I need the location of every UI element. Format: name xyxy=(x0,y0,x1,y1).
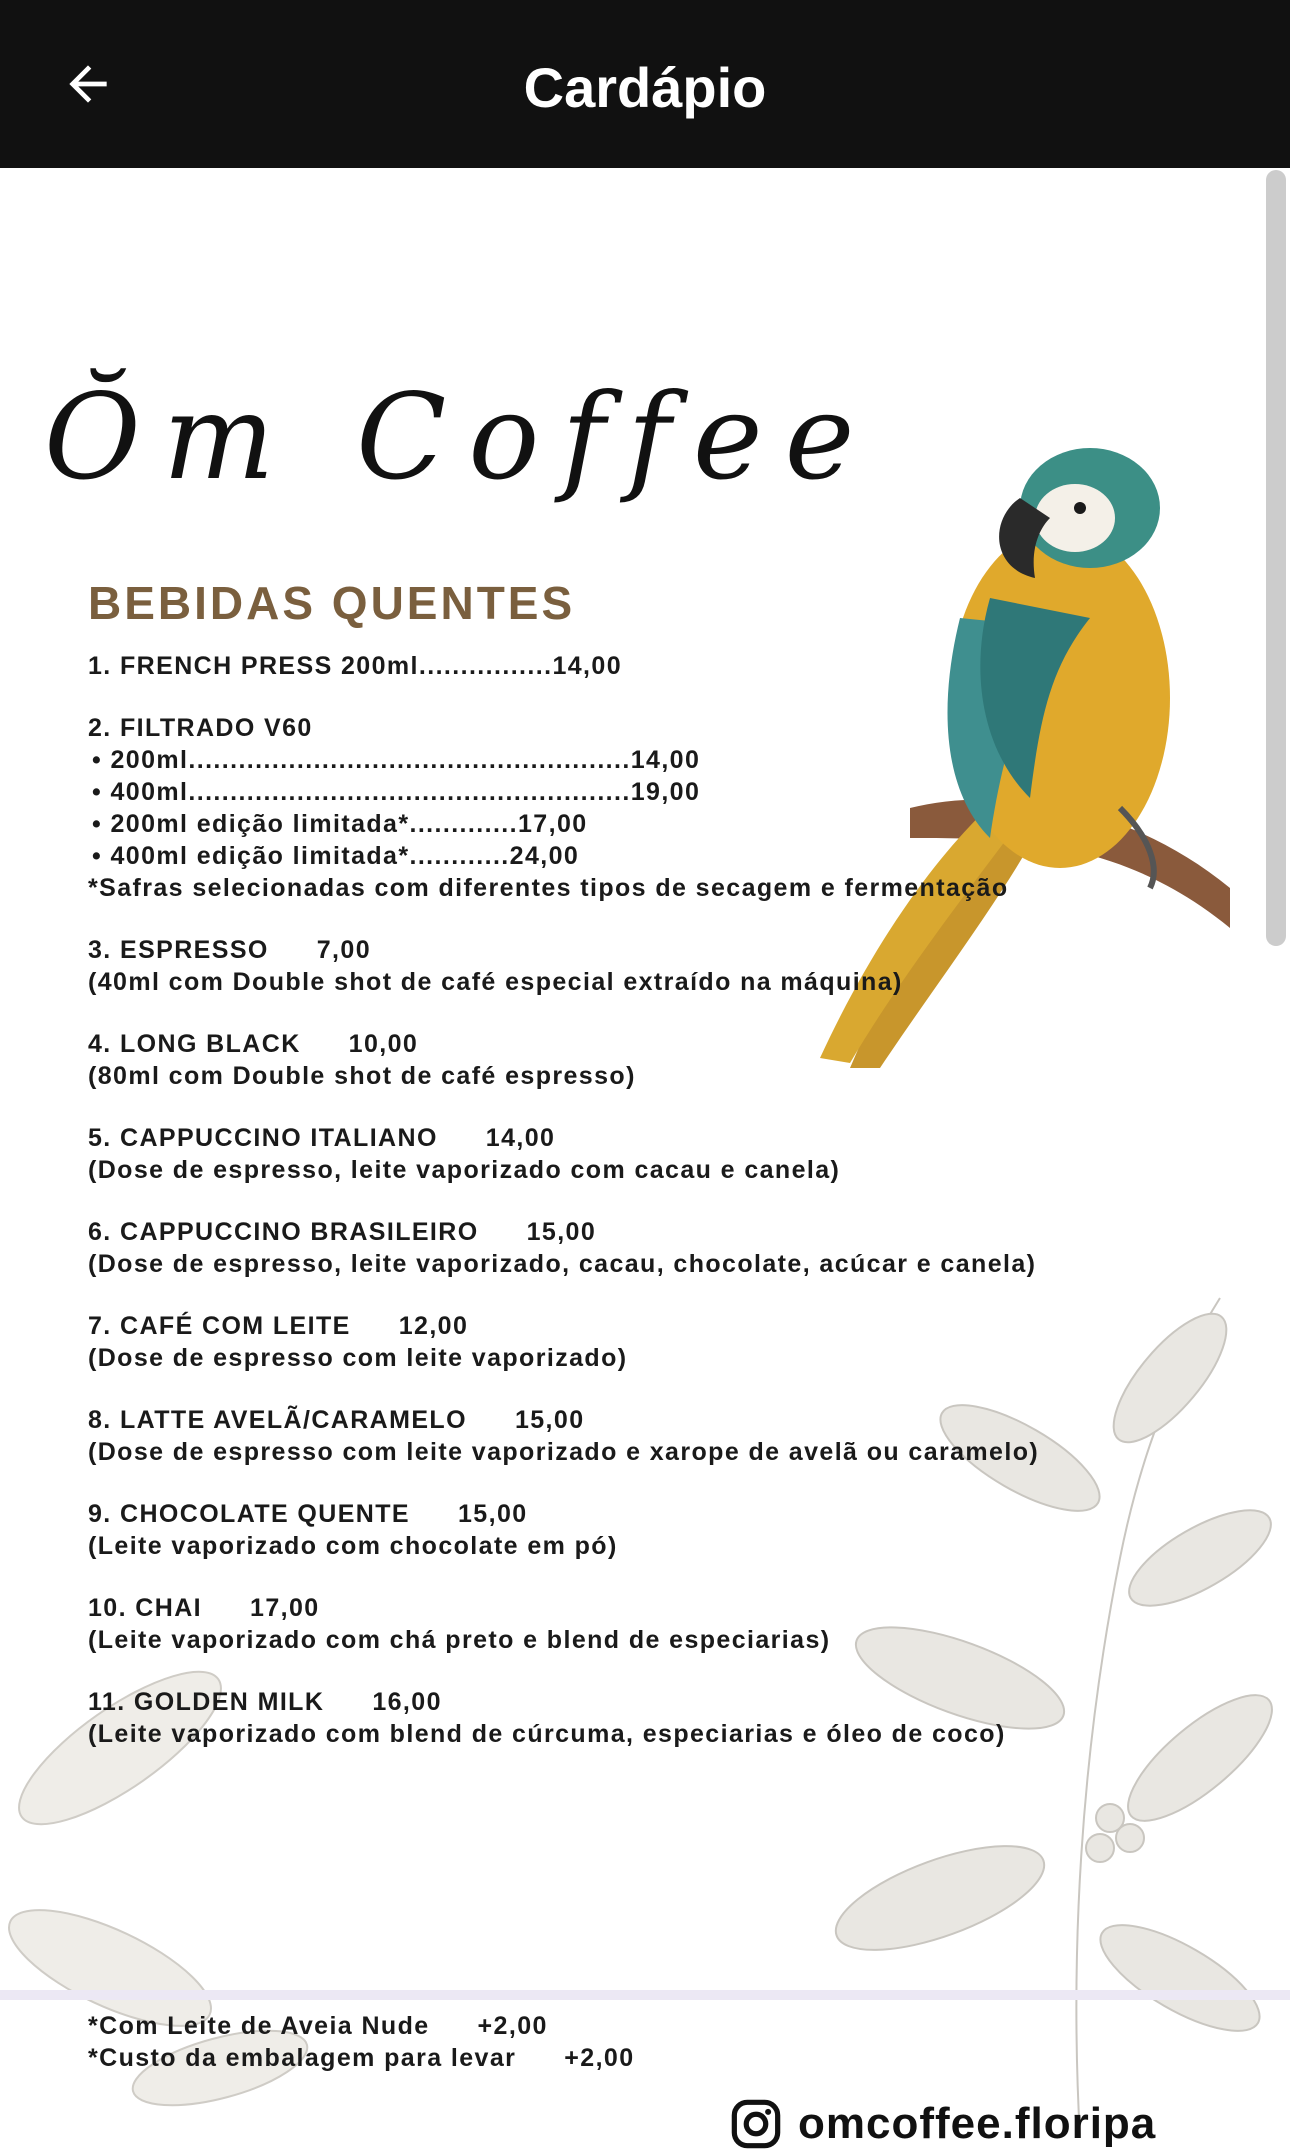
app-bar xyxy=(0,0,1290,168)
menu-description: (Leite vaporizado com chocolate em pó) xyxy=(88,1532,618,1560)
menu-item: 8. LATTE AVELÃ/CARAMELO 15,00 xyxy=(88,1406,585,1434)
page-title: Cardápio xyxy=(523,56,767,119)
menu-list xyxy=(88,650,1208,1750)
scrollbar[interactable] xyxy=(1266,170,1286,946)
menu-item: 9. CHOCOLATE QUENTE 15,00 xyxy=(88,1500,528,1528)
menu-option: • 400ml.....................................................19,00 xyxy=(92,778,701,806)
menu-option: • 200ml.....................................................14,00 xyxy=(92,746,701,774)
instagram-handle: omcoffee.floripa xyxy=(730,2098,1156,2150)
menu-option: • 400ml edição limitada*............24,00 xyxy=(92,842,580,870)
menu-item: 10. CHAI 17,00 xyxy=(88,1594,320,1622)
menu-description: (Dose de espresso, leite vaporizado com cacau e canela) xyxy=(88,1156,841,1184)
menu-description: (Dose de espresso com leite vaporizado) xyxy=(88,1344,628,1372)
menu-description: (80ml com Double shot de café espresso) xyxy=(88,1062,636,1090)
menu-description: (Dose de espresso com leite vaporizado e xarope de avelã ou caramelo) xyxy=(88,1438,1040,1466)
menu-item: 2. FILTRADO V60 xyxy=(88,714,313,742)
menu-item: 11. GOLDEN MILK 16,00 xyxy=(88,1688,442,1716)
menu-option: • 200ml edição limitada*.............17,00 xyxy=(92,810,588,838)
menu-item: 5. CAPPUCCINO ITALIANO 14,00 xyxy=(88,1124,556,1152)
bottom-divider xyxy=(0,1990,1290,2000)
brand-logo: Ŏm Coffee xyxy=(44,368,877,506)
extra-item: *Custo da embalagem para levar +2,00 xyxy=(88,2044,635,2072)
instagram-icon xyxy=(730,2098,782,2150)
menu-item: 7. CAFÉ COM LEITE 12,00 xyxy=(88,1312,469,1340)
section-title: BEBIDAS QUENTES xyxy=(88,577,576,629)
extra-item: *Com Leite de Aveia Nude +2,00 xyxy=(88,2012,548,2040)
menu-note: *Safras selecionadas com diferentes tipos de secagem e fermentação xyxy=(88,874,1009,902)
extras-list xyxy=(88,2010,635,2074)
menu-image[interactable] xyxy=(0,168,1262,2148)
menu-description: (Leite vaporizado com blend de cúrcuma, especiarias e óleo de coco) xyxy=(88,1720,1006,1748)
menu-item: 1. FRENCH PRESS 200ml................14,00 xyxy=(88,652,622,680)
menu-description: (40ml com Double shot de café especial extraído na máquina) xyxy=(88,968,903,996)
menu-description: (Leite vaporizado com chá preto e blend de especiarias) xyxy=(88,1626,831,1654)
menu-item: 6. CAPPUCCINO BRASILEIRO 15,00 xyxy=(88,1218,597,1246)
menu-item: 3. ESPRESSO 7,00 xyxy=(88,936,372,964)
menu-description: (Dose de espresso, leite vaporizado, cacau, chocolate, acúcar e canela) xyxy=(88,1250,1037,1278)
menu-item: 4. LONG BLACK 10,00 xyxy=(88,1030,419,1058)
